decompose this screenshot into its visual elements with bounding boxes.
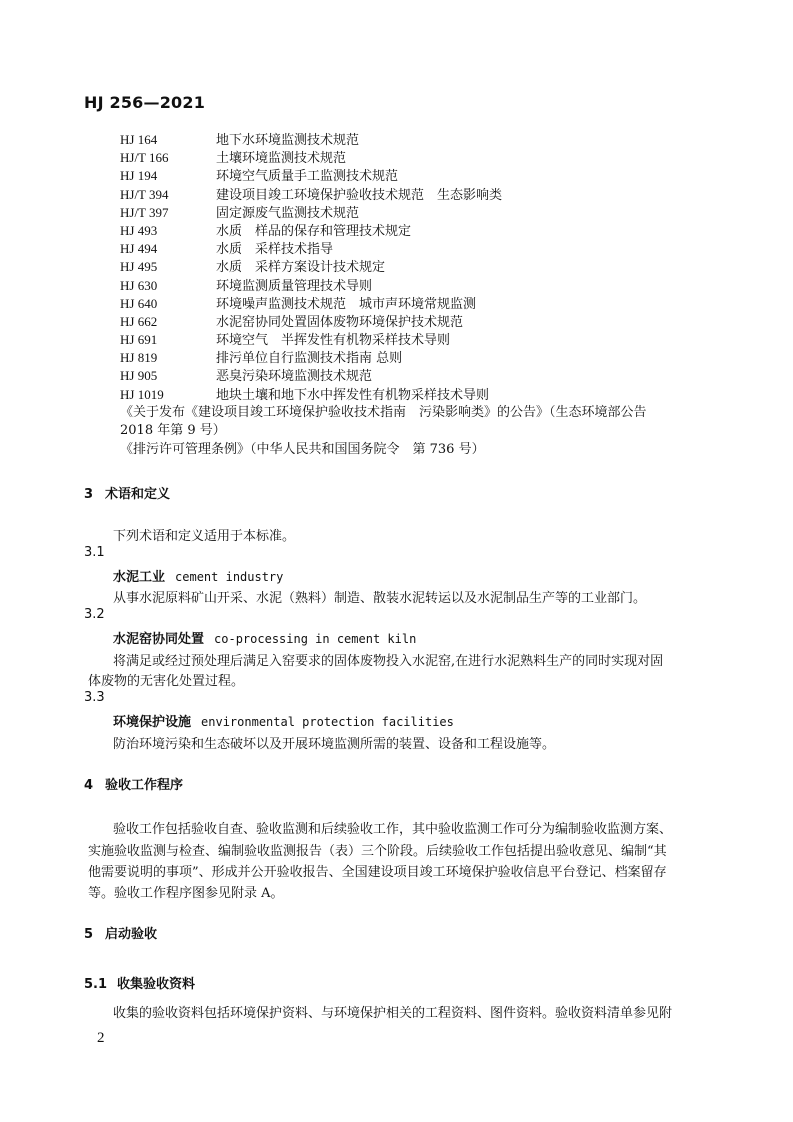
reference-item [120,349,720,367]
page-number: 2 [97,1030,105,1046]
reference-title: 环境空气质量手工监测技术规范 [216,169,399,185]
reference-code: HJ 819 [120,350,158,366]
reference-title: 建设项目竣工环境保护验收技术规范 生态影响类 [216,187,503,203]
section-3-heading [84,483,170,502]
reference-title: 环境监测质量管理技术导则 [216,278,373,294]
section-4-para-line2: 实施验收监测与检查、编制验收监测报告（表）三个阶段。后续验收工作包括提出验收意见、编制“其 [88,844,667,859]
reference-code: HJ 691 [120,332,158,348]
reference-title: 水质 样品的保存和管理技术规定 [216,223,412,239]
section-3-intro: 下列术语和定义适用于本标准。 [113,529,296,544]
reference-code: HJ 630 [120,277,158,293]
reference-code: HJ 194 [120,168,158,184]
section-title: 验收工作程序 [105,778,184,793]
section-title: 术语和定义 [105,487,171,502]
term-number: 3.3 [84,690,105,705]
section-4-para-line4: 等。验收工作程序图参见附录 A。 [88,886,284,901]
section-number: 4 [84,778,94,793]
term-zh: 环境保护设施 [113,715,192,730]
regulation-reference: 《排污许可管理条例》（中华人民共和国国务院令 第 736 号） [120,442,485,457]
reference-code: HJ 640 [120,295,158,311]
reference-code: HJ 1019 [120,386,164,402]
reference-title: 水质 采样方案设计技术规定 [216,260,386,276]
reference-code: HJ/T 166 [120,150,169,166]
reference-item [120,258,720,276]
term-definition-line2: 体废物的无害化处置过程。 [88,674,245,689]
reference-item [120,222,720,240]
reference-title: 土壤环境监测技术规范 [216,151,347,167]
reference-item [120,240,720,258]
section-number: 5 [84,927,94,942]
reference-item [120,386,720,404]
reference-code: HJ 164 [120,132,158,147]
reference-title: 排污单位自行监测技术指南 总则 [216,351,403,367]
term-definition-line1: 将满足或经过预处理后满足入窑要求的固体废物投入水泥窑,在进行水泥熟料生产的同时实现对固 [113,654,664,669]
term-en: environmental protection facilities [201,715,454,729]
reference-title: 恶臭污染环境监测技术规范 [216,369,373,385]
notice-reference-line2: 2018 年第 9 号） [120,423,226,438]
reference-title: 地块土壤和地下水中挥发性有机物采样技术导则 [216,387,490,403]
reference-item [120,149,720,167]
reference-item [120,277,720,295]
reference-item [120,204,720,222]
reference-item [120,331,720,349]
notice-reference-line1: 《关于发布《建设项目竣工环境保护验收技术指南 污染影响类》的公告》（生态环境部公告 [120,405,647,420]
section-number: 3 [84,487,94,502]
term-definition: 从事水泥原料矿山开采、水泥（熟料）制造、散装水泥转运以及水泥制品生产等的工业部门。 [113,591,647,606]
subsection-number: 5.1 [84,977,108,992]
term-en: co-processing in cement kiln [214,632,417,646]
document-header: HJ 256—2021 [84,93,206,112]
reference-title: 地下水环境监测技术规范 [216,133,360,148]
section-title: 启动验收 [105,927,158,942]
reference-code: HJ 905 [120,368,158,384]
reference-code: HJ 662 [120,313,158,329]
term-zh: 水泥工业 [113,570,166,585]
term-number: 3.2 [84,607,105,622]
reference-item [120,367,720,385]
reference-title: 固定源废气监测技术规范 [216,205,360,221]
subsection-5-1-heading [84,973,195,992]
term-en: cement industry [175,570,284,584]
section-4-para-line3: 他需要说明的事项”、形成并公开验收报告、全国建设项目竣工环境保护验收信息平台登记、档案留存 [88,865,667,880]
section-4-heading [84,774,183,793]
reference-code: HJ 494 [120,241,158,257]
reference-title: 环境噪声监测技术规范 城市声环境常规监测 [216,296,477,312]
subsection-title: 收集验收资料 [117,977,196,992]
reference-item [120,295,720,313]
term-heading [113,711,454,730]
reference-item [120,313,720,331]
section-4-para-line1: 验收工作包括验收自查、验收监测和后续验收工作，其中验收监测工作可分为编制验收监测方案、 [113,822,673,837]
section-5-heading [84,923,157,942]
normative-references [120,131,720,404]
term-zh: 水泥窑协同处置 [113,632,205,647]
term-number: 3.1 [84,545,105,560]
reference-item [120,131,720,149]
reference-item [120,167,720,185]
reference-code: HJ 495 [120,259,158,275]
reference-code: HJ/T 397 [120,204,169,220]
reference-item [120,186,720,204]
reference-title: 环境空气 半挥发性有机物采样技术导则 [216,333,451,349]
reference-code: HJ/T 394 [120,186,169,202]
reference-code: HJ 493 [120,222,158,238]
term-heading [113,628,416,647]
term-heading [113,566,283,585]
term-definition: 防治环境污染和生态破坏以及开展环境监测所需的装置、设备和工程设施等。 [113,737,556,752]
reference-title: 水泥窑协同处置固体废物环境保护技术规范 [216,314,464,330]
subsection-5-1-para: 收集的验收资料包括环境保护资料、与环境保护相关的工程资料、图件资料。验收资料清单参见附 [113,1006,673,1021]
reference-title: 水质 采样技术指导 [216,242,334,258]
